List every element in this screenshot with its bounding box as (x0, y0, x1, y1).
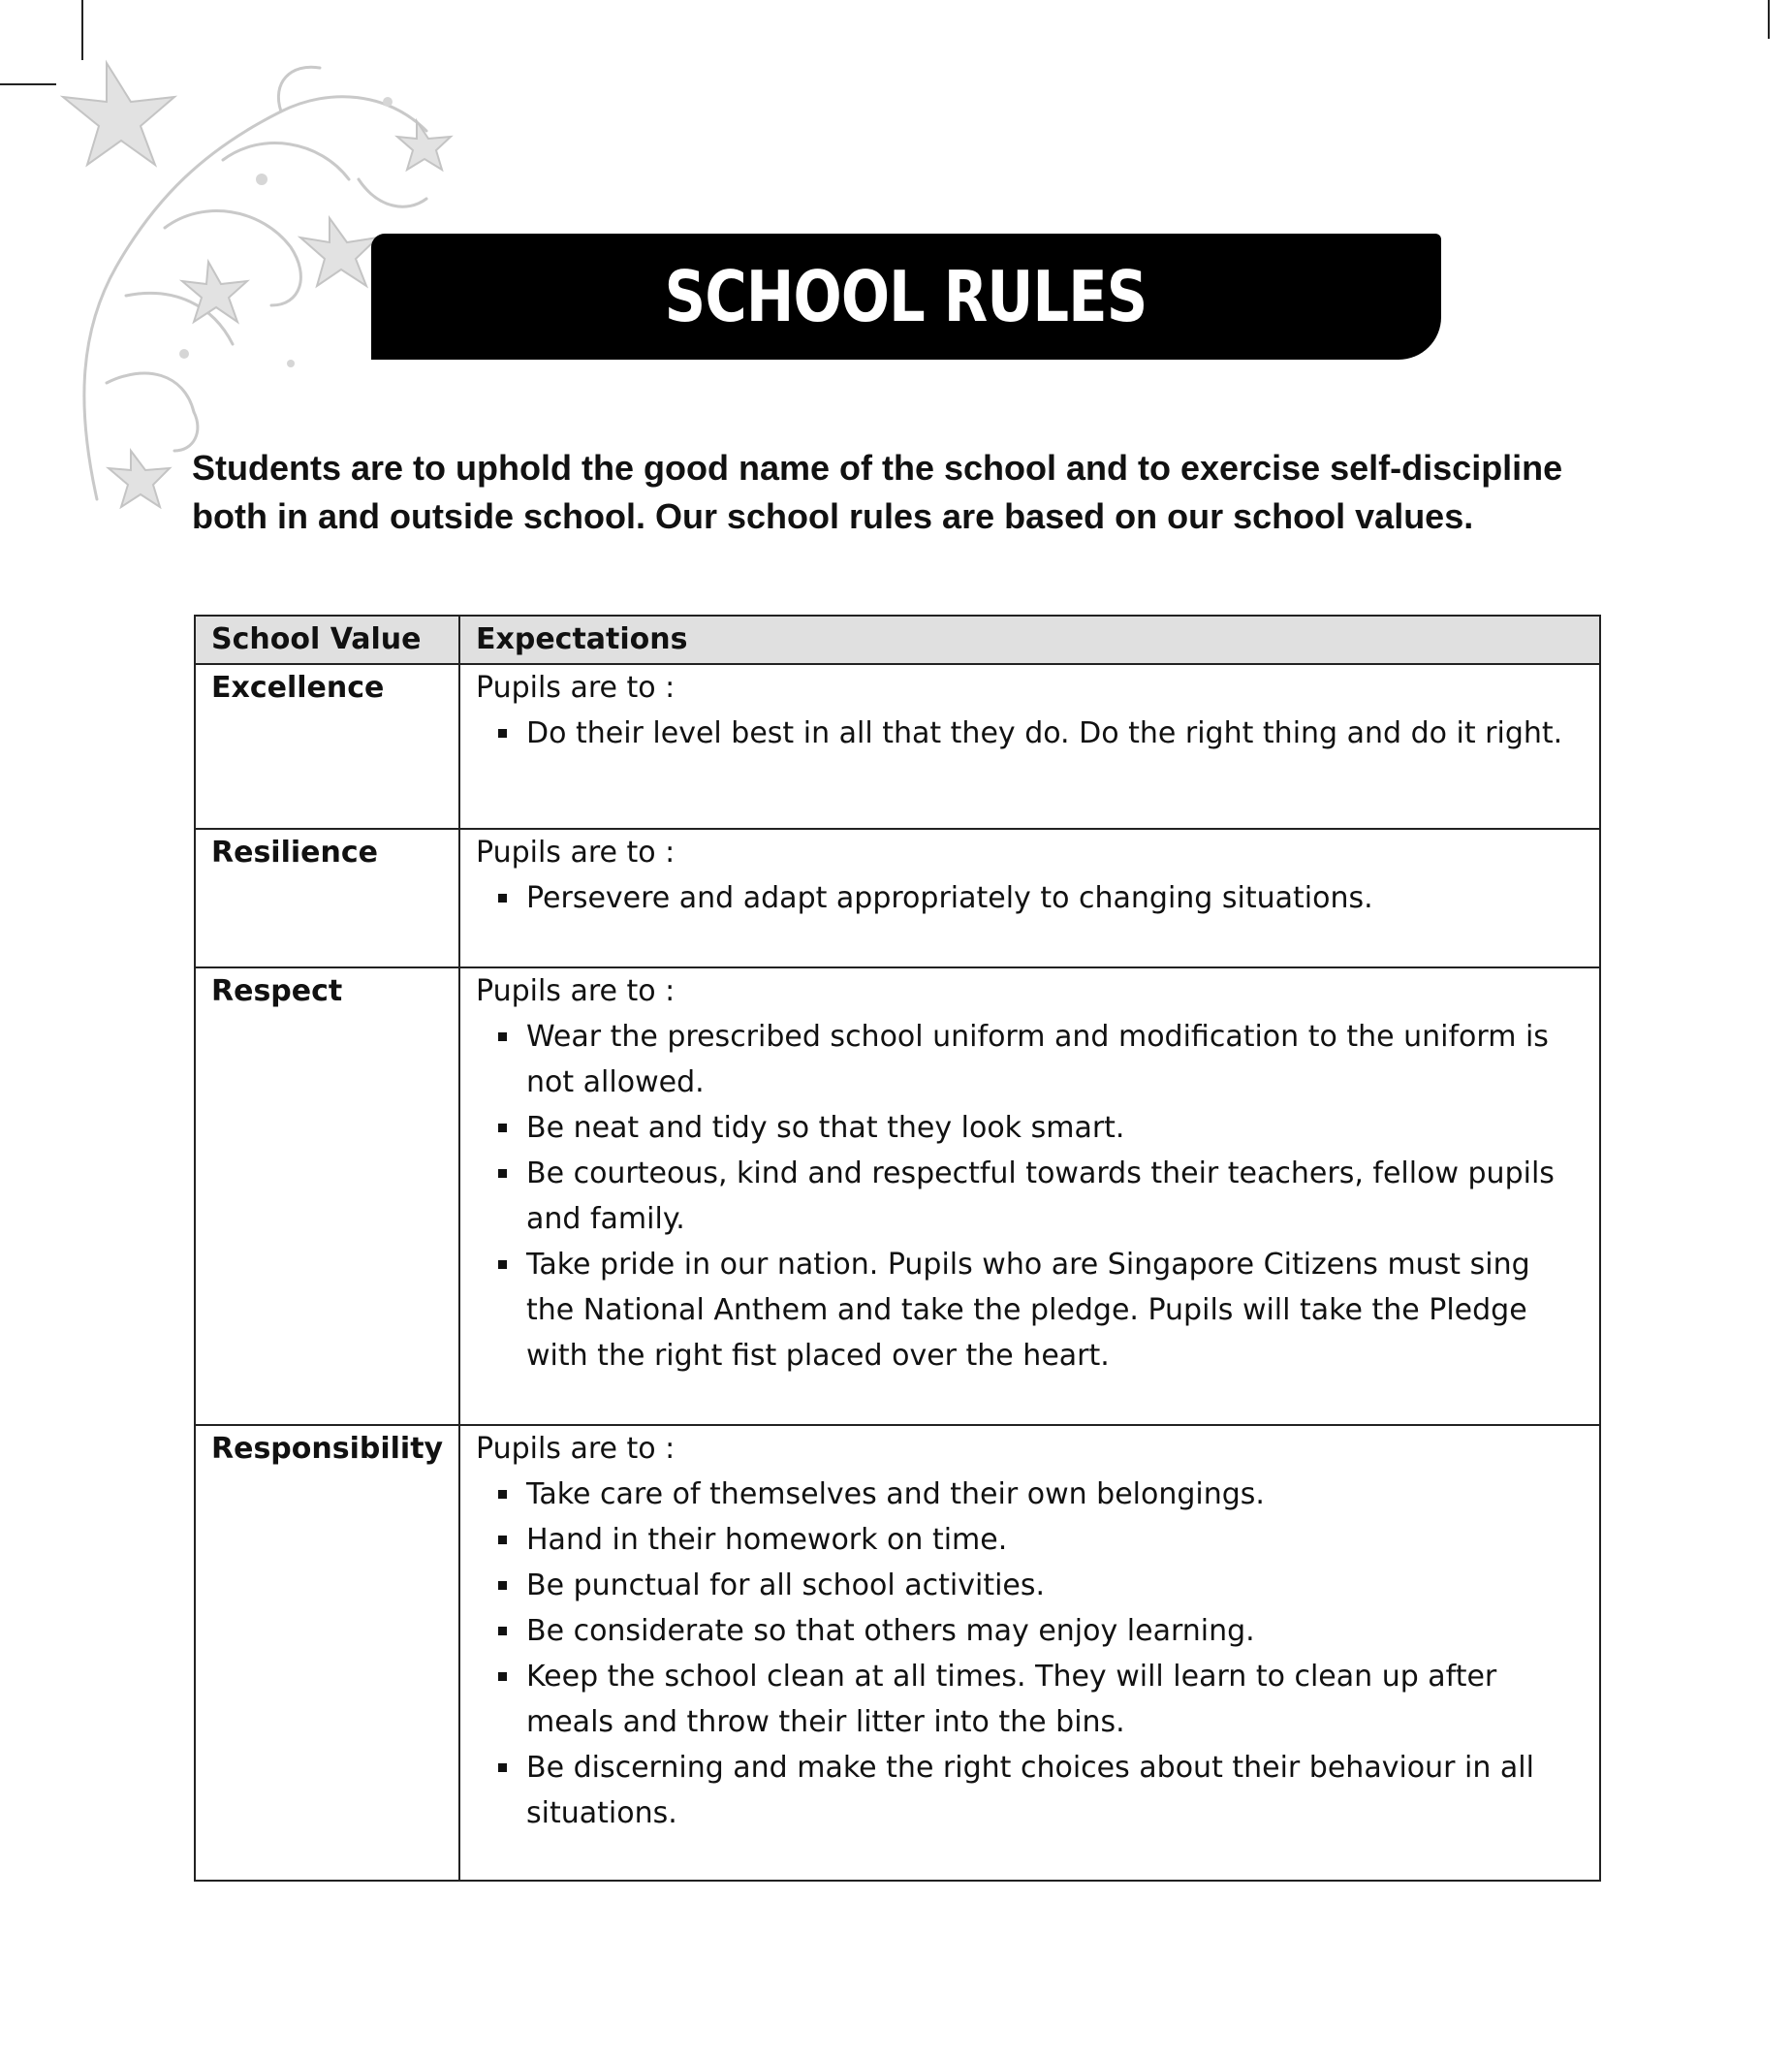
list-item: Hand in their homework on time. (508, 1517, 1584, 1563)
expectations-lead: Pupils are to : (476, 836, 676, 870)
school-value-label: Excellence (211, 671, 385, 705)
expectations-lead: Pupils are to : (476, 1432, 676, 1466)
crop-mark-vertical-right (1768, 0, 1770, 39)
expectations-list (476, 711, 1584, 756)
expectations-cell (459, 664, 1600, 829)
expectations-list (476, 1472, 1584, 1836)
list-item: Persevere and adapt appropriately to changing situations. (508, 875, 1584, 921)
expectations-lead: Pupils are to : (476, 671, 676, 705)
school-value-label: Resilience (211, 836, 378, 870)
page-title: SCHOOL RULES (665, 256, 1148, 337)
list-item: Be neat and tidy so that they look smart. (508, 1105, 1584, 1151)
intro-line: both in and outside school. Our school rules are based on our school values. (192, 496, 1474, 536)
table-row (195, 829, 1600, 967)
list-item: Take care of themselves and their own belongings. (508, 1472, 1584, 1517)
intro-paragraph (192, 444, 1646, 541)
list-item: Be punctual for all school activities. (508, 1563, 1584, 1608)
school-rules-table (194, 615, 1601, 1882)
list-item: Be discerning and make the right choices about their behaviour in all situations. (508, 1745, 1584, 1836)
expectations-cell (459, 967, 1600, 1425)
table-row (195, 1425, 1600, 1881)
header-school-value: School Value (195, 616, 459, 664)
school-value-label: Responsibility (211, 1432, 444, 1466)
expectations-cell (459, 829, 1600, 967)
list-item: Be considerate so that others may enjoy learning. (508, 1608, 1584, 1654)
expectations-list (476, 875, 1584, 921)
expectations-lead: Pupils are to : (476, 974, 676, 1008)
expectations-cell (459, 1425, 1600, 1881)
expectations-list (476, 1014, 1584, 1378)
intro-line: Students are to uphold the good name of the school and to exercise self-discipline (192, 448, 1563, 488)
list-item: Take pride in our nation. Pupils who are Singapore Citizens must sing the National Anthem and take the pledge. Pupils will take the Pledge with the right fist placed over the heart. (508, 1242, 1584, 1378)
table-row (195, 664, 1600, 829)
title-banner (371, 234, 1441, 360)
table-row (195, 967, 1600, 1425)
school-value-label: Respect (211, 974, 343, 1008)
header-expectations: Expectations (459, 616, 1600, 664)
list-item: Be courteous, kind and respectful towards their teachers, fellow pupils and family. (508, 1151, 1584, 1242)
list-item: Do their level best in all that they do. Do the right thing and do it right. (508, 711, 1584, 756)
list-item: Keep the school clean at all times. They will learn to clean up after meals and throw their litter into the bins. (508, 1654, 1584, 1745)
list-item: Wear the prescribed school uniform and modification to the uniform is not allowed. (508, 1014, 1584, 1105)
